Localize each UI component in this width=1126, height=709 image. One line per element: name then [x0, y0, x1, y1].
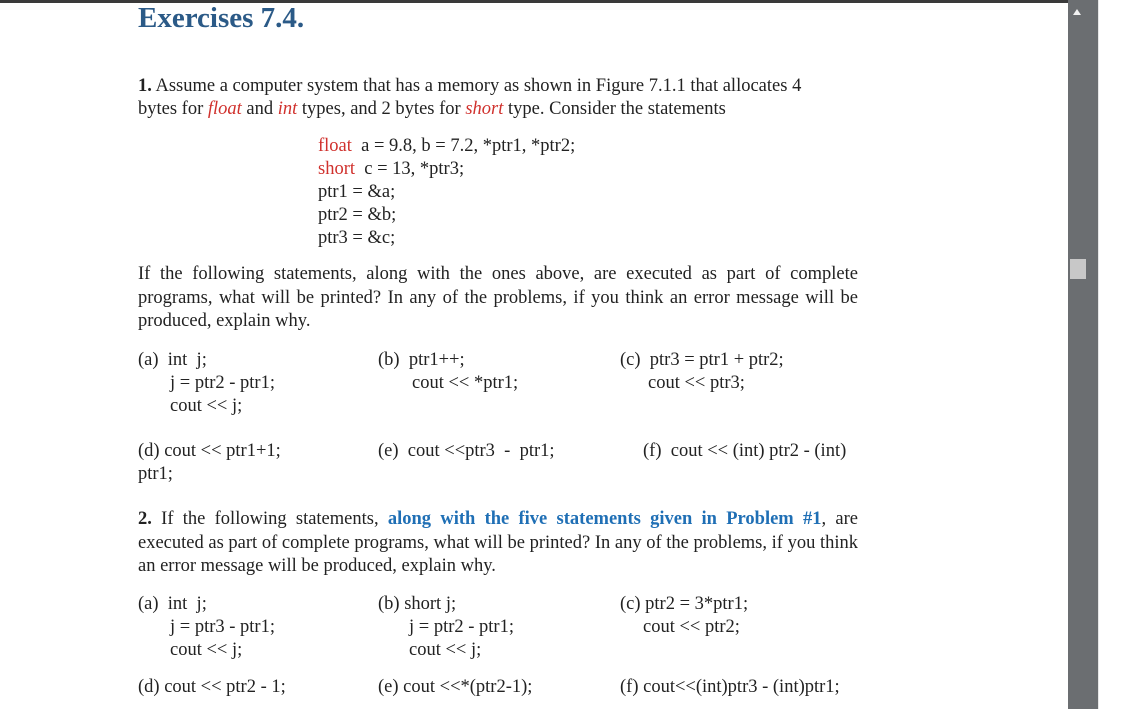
code-line-2: short c = 13, *ptr3; [318, 159, 465, 179]
problem-2-number: 2. [138, 509, 152, 529]
keyword-short: short [465, 99, 504, 119]
scroll-up-arrow-icon[interactable] [1073, 9, 1081, 15]
q1-f-line1: (f) cout << (int) ptr2 - (int) [643, 441, 847, 461]
q2-b-line1: (b) short j; [378, 594, 457, 614]
q1-b-line2: cout << *ptr1; [412, 373, 519, 393]
scrollbar-track[interactable] [1068, 0, 1098, 709]
q1-d-line1: (d) cout << ptr1+1; [138, 441, 281, 461]
page-title: Exercises 7.4. [138, 2, 305, 34]
problem-2-intro: 2. If the following statements, along with the five statements given in Problem #1, are executed as part of complete programs, what will be printed? In any of the problems, if you think an error message will be produced, explain why. [138, 509, 858, 576]
code-line-3: ptr1 = &a; [318, 182, 396, 202]
right-panel [1098, 0, 1126, 709]
q1-c-line2: cout << ptr3; [648, 373, 745, 393]
problem-2-highlight: along with the five statements given in Problem #1 [387, 509, 822, 529]
problem-1-number: 1. [138, 76, 152, 96]
q2-c-line1: (c) ptr2 = 3*ptr1; [620, 594, 749, 614]
q1-c-line1: (c) ptr3 = ptr1 + ptr2; [620, 350, 784, 370]
q2-a-line3: cout << j; [170, 640, 243, 660]
q2-d-line1: (d) cout << ptr2 - 1; [138, 677, 286, 697]
keyword-int: int [277, 99, 298, 119]
scrollbar-thumb[interactable] [1070, 259, 1086, 279]
keyword-float: float [207, 99, 242, 119]
q2-b-line2: j = ptr2 - ptr1; [409, 617, 514, 637]
q1-a-line1: (a) int j; [138, 350, 207, 370]
q2-b-line3: cout << j; [409, 640, 482, 660]
q1-a-line3: cout << j; [170, 396, 243, 416]
q2-c-line2: cout << ptr2; [643, 617, 740, 637]
code-line-5: ptr3 = &c; [318, 228, 396, 248]
q1-b-line1: (b) ptr1++; [378, 350, 465, 370]
q2-e-line1: (e) cout <<*(ptr2-1); [378, 677, 533, 697]
problem-1-question: If the following statements, along with the ones above, are executed as part of complete programs, what will be printed? In any of the problems, if you think an error message will be produced, explain why. [138, 264, 858, 331]
q2-a-line2: j = ptr3 - ptr1; [170, 617, 275, 637]
q1-a-line2: j = ptr2 - ptr1; [170, 373, 275, 393]
q1-e-line1: (e) cout <<ptr3 - ptr1; [378, 441, 555, 461]
problem-1-intro: 1. Assume a computer system that has a memory as shown in Figure 7.1.1 that allocates 4 [138, 76, 802, 96]
q2-f-line1: (f) cout<<(int)ptr3 - (int)ptr1; [620, 677, 840, 697]
code-line-4: ptr2 = &b; [318, 205, 397, 225]
code-line-1: float a = 9.8, b = 7.2, *ptr1, *ptr2; [318, 136, 576, 156]
q2-a-line1: (a) int j; [138, 594, 207, 614]
q1-f-line2: ptr1; [138, 464, 173, 484]
problem-1-intro-line2: bytes for float and int types, and 2 bytes for short type. Consider the statements [138, 99, 726, 119]
